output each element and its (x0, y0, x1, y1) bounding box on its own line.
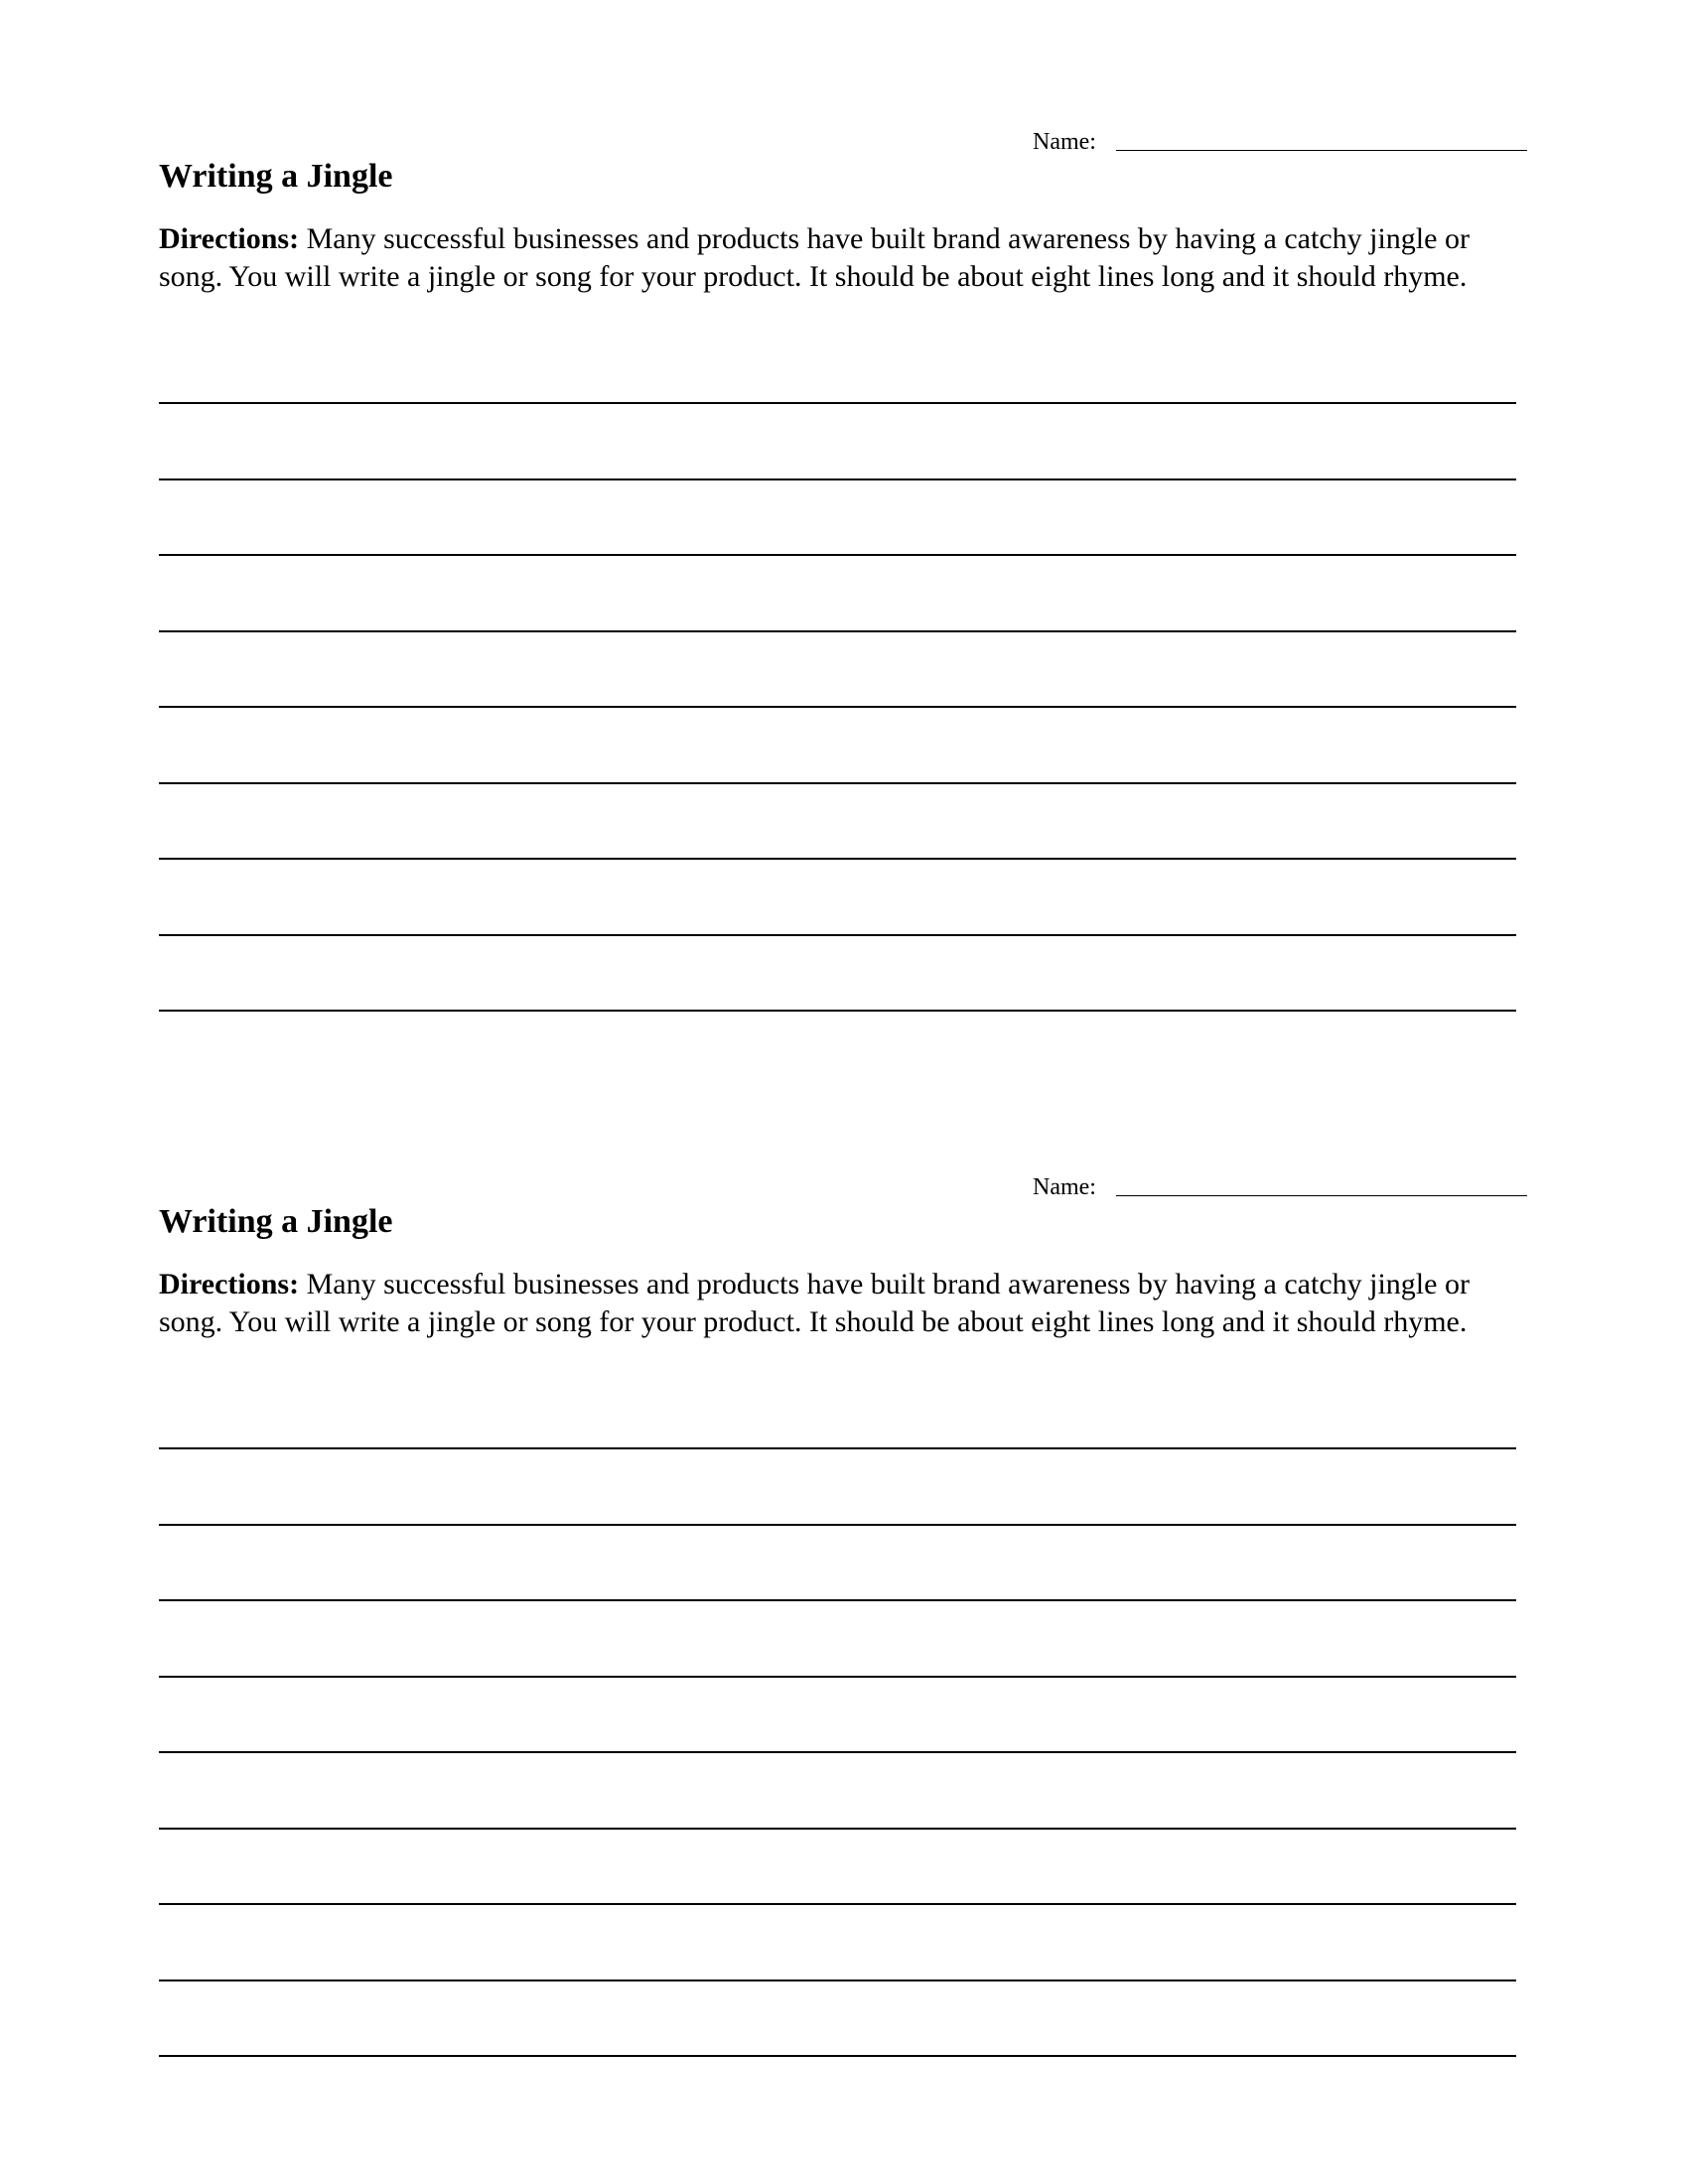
worksheet-title: Writing a Jingle (159, 1203, 393, 1240)
answer-line[interactable] (159, 630, 1516, 632)
name-label: Name: (1033, 129, 1096, 155)
answer-line[interactable] (159, 1979, 1516, 1981)
answer-line[interactable] (159, 402, 1516, 404)
answer-line[interactable] (159, 1751, 1516, 1753)
answer-line[interactable] (159, 934, 1516, 936)
worksheet-bottom (0, 1045, 1688, 2088)
answer-line[interactable] (159, 1447, 1516, 1449)
worksheet-title: Writing a Jingle (159, 158, 393, 195)
answer-line[interactable] (159, 1676, 1516, 1678)
directions-label: Directions: (159, 1268, 300, 1300)
directions-label: Directions: (159, 222, 300, 255)
answer-line[interactable] (159, 478, 1516, 480)
name-label: Name: (1033, 1174, 1096, 1200)
answer-line[interactable] (159, 554, 1516, 556)
answer-lines (0, 0, 1688, 1042)
answer-line[interactable] (159, 1010, 1516, 1012)
directions-text: Many successful businesses and products have built brand awareness by having a catchy jingle or song. You will write a jingle or song for your product. It should be about eight lines long and it should rhyme. (159, 222, 1470, 293)
answer-line[interactable] (159, 1828, 1516, 1830)
answer-line[interactable] (159, 1599, 1516, 1601)
answer-lines (0, 1045, 1688, 2088)
answer-line[interactable] (159, 706, 1516, 708)
directions-text: Many successful businesses and products have built brand awareness by having a catchy jingle or song. You will write a jingle or song for your product. It should be about eight lines long and it should rhyme. (159, 1268, 1470, 1338)
answer-line[interactable] (159, 858, 1516, 860)
answer-line[interactable] (159, 1524, 1516, 1526)
answer-line[interactable] (159, 2055, 1516, 2057)
worksheet-top (0, 0, 1688, 1042)
answer-line[interactable] (159, 782, 1516, 784)
answer-line[interactable] (159, 1903, 1516, 1905)
